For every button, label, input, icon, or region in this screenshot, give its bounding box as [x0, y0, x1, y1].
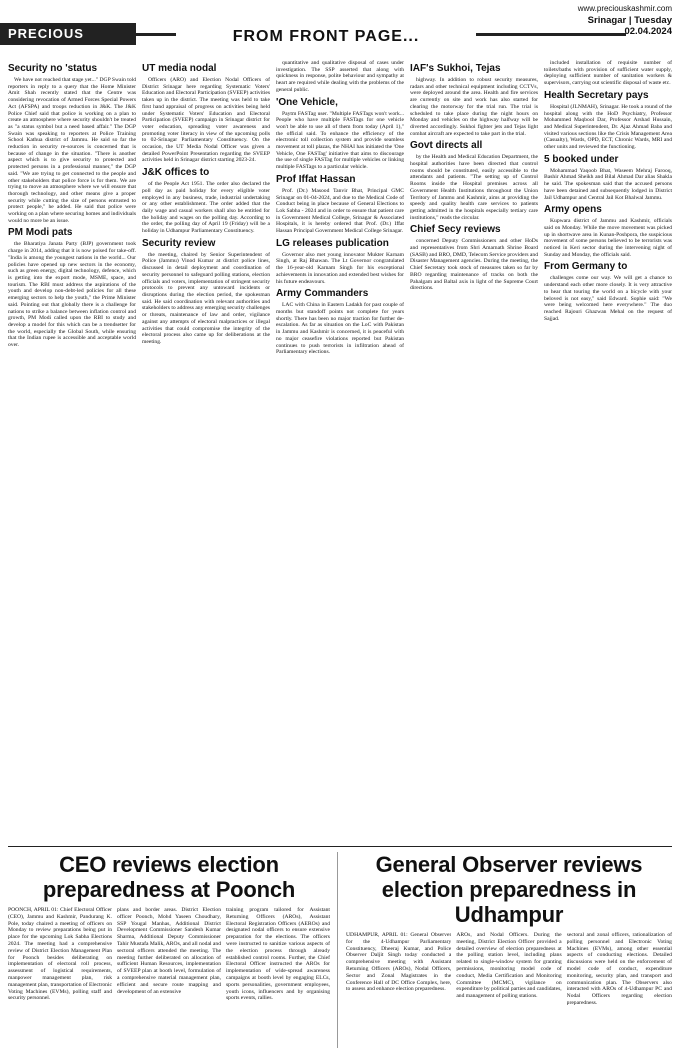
section-heading: Army opens	[544, 204, 602, 216]
section-heading: LG releases publication	[276, 237, 389, 249]
section-body: Hospital (JLNMAH), Srinagar. He took a round of the hospital along with the HoD Psychiatry, Professor Mohammed Maqbool Dar, Professor Arshad Hussain, and Medical Superintendent, Dr. Ajaz Ahmad Baba and visited various sections like the Crisis Management Area (Casualty), Wards, OPD, ECT, Chronic Wards, MRI and other units and reviewed the functioning.	[544, 103, 672, 151]
story-column: plans and border areas. District Election officer Poonch, Mohd Yaseen Choudhary, SSP Yougal Manhas, Additional District Development Commissioner Sandesh Kumar Sharma, Additional Deputy Commissioner Tahir Mustafa Malik, AROs, and all nodal and sectoral officers attended the meeting. The meeting further deliberated on allocation of sufficient Human Resources, implementation of SVEEP plan at booth level, formulation of a comprehensive material management plan, efficient and secure route mapping and development of an extensive	[117, 907, 221, 995]
story-body	[346, 932, 672, 1050]
site-url: www.preciouskashmir.com	[577, 4, 672, 13]
section-body: of the People Act 1951. The order also declared the poll day as paid holiday for every eligible voter employed in any business, trade, industrial undertaking or any other establishment. The order added that the daily wage and casual workers shall also be entitled for the holiday and wages on the polling day. According to the order, the polling day of April 19 (Friday) will be a holiday in Udhampur Parliamentary Constituency.	[142, 181, 270, 235]
story-poonch	[8, 852, 330, 1052]
news-column	[410, 60, 538, 846]
section-heading: Security no 'status	[8, 63, 98, 74]
section-heading: Health Secretary pays	[544, 89, 649, 101]
section-body: quantitative and qualitative disposal of cases under investigation. The SSP asserted that along with quickness in response, polite behaviour and sympathy at heart are required while dealing with the problems of the general public.	[276, 60, 404, 93]
section-heading: Prof Iffat Hassan	[276, 173, 356, 185]
story-column: training program tailored for Assistant Returning Officers (AROs), Assistant Electoral Registration Officers (AEROs) and designated nodal officers to ensure extensive preparation for the elections. The officers were instructed to sanitize various aspects of the election process through already established control rooms. Further, the Chief Electoral Officer instructed the AROs for implementation of wide-spread awareness campaigns at booth level by engaging ELCs, sports personalities, government employees, youth icons, influencers and by organising sports events, rallies.	[226, 907, 330, 1002]
story-column: AROs, and Nodal Officers. During the meeting, District Election Officer provided a detailed overview of election preparedness at the polling station level, including plans related to single-window system for granting permissions, monitoring model code of conduct, Media Certification and Monitoring Committee (MCMC), vigilance on expenditure by political parties and candidates, and management of polling stations.	[456, 932, 562, 1000]
section-heading: Govt directs all	[410, 140, 483, 152]
story-column: UDHAMPUR, APRIL 01: General Observer for the 4-Udhampur Parliamentary Constituency, Dheeraj Kumar, and Police Observer Daljit Singh today conducted a comprehensive meeting with Assistant Returning Officers (AROs), Nodal Officers, Sector and Zonal Magistrates in the Conference Hall of DC Office Complex, here, to assess and enhance election preparedness.	[346, 932, 452, 993]
place-day: Srinagar | Tuesday	[587, 15, 672, 26]
masthead-meta	[562, 4, 672, 37]
story-separator	[337, 852, 338, 1048]
section-heading: From Germany to	[544, 261, 628, 273]
continuation-columns	[8, 60, 672, 846]
news-column	[544, 60, 672, 846]
story-headline: General Observer reviews election preparedness in Udhampur	[375, 852, 643, 927]
section-body: We have not reached that stage yet..." DGP Swain told reporters in reply to a query that the Home Minister Amit Shah recently stated that the Centre was considering revocation of Armed Forces Special Powers Act (AFSPA) and troops reduction in J&K. The J&K Police Chief said that police is working on a plan to create an atmosphere where security shouldn't be treated as "a status symbol but a need based affair." The DGP Swain was speaking to reporters at Police Training School Kathua district of Jammu. He said so far the reduction in security re-sources is concerned that is because of change in the situation. "There is another aspect which is to give security to protected and protected persons in a professional manner," the DGP said. "We are trying to get connected to the people and other stakeholders that police force is for them. We are trying to move an atmosphere where we will ensure that thorough technology, and other means give a proper security while cutting the size of persons entrusted to protect people," he added. He said that police were working on a plan where securing homes and individuals would no more be an issue.	[8, 77, 136, 224]
section-body: Officers (ARO) and Election Nodal Officers of District Srinagar here regarding Systematic Voters' Education and Electoral Participation (SVEEP) activities taken up in the district. The meeting was held to take first hand appraisal of progress on activities being held under Systematic Voters' Education and Electoral Participation (SVEEP) campaign in Srinagar district for voter education, spreading voter awareness and promoting voter literacy in view of the upcoming polls to 02-Srinagar Parliamentary Constituency. On the occasion, the UT Media Nodal Officer was given a detailed PowerPoint Presentation regarding the SVEEP activities held in Srinagar district starting 2023-24.	[142, 77, 270, 164]
section-body: Kupwara district of Jammu and Kashmir, officials said on Monday. While the move movement was picked up in shortwave area in Kunan-Poshpora, the suspicious movement of some persons believed to be terrorists was noticed in Keri sector during the intervening night of Sunday and Monday, the officials said.	[544, 218, 672, 258]
section-body: the meeting, chaired by Senior Superintendent of Police (Jammu) Vinod Kumar at district police lines, discussed in detail deployment and coordination of security personnel to safeguard polling stations, election officials and voters, implementation of stringent security protocols to prevent any untoward incidents or disruptions during the election period, the spokesman said. He said coordination with relevant authorities and stakeholders to address any emerging security challenges or threats, maintenance of law and order, vigilance against any attempts of electoral malpractices or illegal activities that could compromise the integrity of the electoral process also came up for deliberations at the meeting.	[142, 251, 270, 345]
news-column	[276, 60, 404, 846]
section-body: highway. In addition to robust security measures, radars and other technical equipment including CCTVs, were deployed around the area. Health and fire services are currently on site and work has also started for clearing the motorway for the trial run. The trial is scheduled to take place during the night hours on Monday and vehicles on the highway halfway will be diverted accordingly. Sukhoi fighter jets and Tejas light combat aircraft are expected to take part in the trial.	[410, 77, 538, 137]
section-heading: 5 booked under	[544, 153, 619, 165]
section-heading: UT media nodal	[142, 63, 217, 74]
section-heading: Chief Secy reviews	[410, 224, 501, 236]
section-heading: IAF's Sukhoi, Tejas	[410, 63, 501, 74]
news-column	[142, 60, 270, 846]
story-headline: CEO reviews election preparedness at Poonch	[42, 852, 296, 902]
section-body: concerned Deputy Commissioners and other HoDs and representatives from Shri Amarnath Shrine Board (SASB) and BRO, DMD, Telecom Service providers and Disaster Management agencies. During the meeting, the Chief Secretary took stock of measures taken so far by BRO regarding maintenance of tracks on both the Pahalgam and Baltal axis in light of the Supreme Court directions.	[410, 238, 538, 292]
section-body: by the Health and Medical Education Department, the hospital authorities have been directed that control rooms should be constituted, easily accessible to the attendants and patients. "The setting up of Control Rooms inside the Hospital premises across all Government Health Institutions throughout the Union Territory of Jammu and Kashmir, aims at providing the speedy and quality health care services to patients getting admitted in the hospitals especially tertiary care institutions," reads the circular.	[410, 154, 538, 221]
section-body: Paytm FASTag user. "Multiple FASTags won't work... People who have multiple FASTags for one vehicle won't be able to use all of them from today (April 1)," the official said. To enhance the efficiency of the electronic toll collection system and provide seamless movement at toll plazas, the NHAI has initiated the 'One Vehicle, One FASTag' initiative that aims to discourage the use of single FASTag for multiple vehicles or linking multiple FASTags to a particular vehicle.	[276, 110, 404, 171]
section-body: Governor also met young innovator Mukter Karnam Singh, at Raj Bhawan. The Lt Governor congratulated the 16-year-old Karnam Singh for his exceptional achievements in innovation and extended best wishes for his future endeavours.	[276, 251, 404, 285]
section-heading: PM Modi pats	[8, 227, 73, 239]
section-heading: J&K offices to	[142, 167, 210, 179]
story-body	[8, 907, 330, 1025]
story-column: POONCH, APRIL 01: Chief Electoral Officer (CEO), Jammu and Kashmir, Pandurang K. Pole, today chaired a meeting of officers on Monday to review preparations being put in place for the upcoming Lok Sabha Elections 2024. The meeting had a comprehensive review of District Election Management Plan for Poonch besides deliberating on implementation of electoral roll process, assessment of logistical requirements, manpower management plan, risk management plan, transportation of Electronic Voting Machines (EVMs), polling staff and security personnel.	[8, 907, 112, 1002]
divider	[8, 846, 672, 847]
story-column: sectoral and zonal officers, rationalization of polling personnel and Electronic Voting Machines (EVMs), among other essential aspects of conducting elections. Detailed discussions were held on the enforcement of model code of conduct, expenditure monitoring, security plan, and transport and communication plan. The Observers also interacted with AROs of 4-Udhampur PC and Nodal Officers regarding election preparedness.	[566, 932, 672, 1006]
section-body: Mohammad Yaqoob Bhat, Waseem Mehraj Farooq, Bashir Ahmad Sheikh and Bilal Ahmad Dar alias Shakla he said. The spokesman said that the accused persons have been detained and subsequently lodged in District Jail Udhampur and Central Jail Kot Bhalwal Jammu.	[544, 167, 672, 201]
section-body: included installation of requisite number of toilets/baths with provision of sufficient water supply, deploying sufficient number of sanitation workers & supervisors, carrying out scientific disposal of waste etc.	[544, 60, 672, 87]
issue-date: 02.04.2024	[624, 26, 672, 37]
section-title: FROM FRONT PAGE...	[176, 26, 476, 48]
section-body: the Bharatiya Janata Party (BJP) government took charge in 2014, adding that it is now poised for take-off. "India is among the youngest nations in the world... Our policies have opened up new sectors in the economy, such as green energy, digital technology, defence, which is getting into the export mode, MSME, space, and tourism. The RBI must address the aspirations of the youth and develop non-debt-led policies for all these emerging sectors to help the youth," the Prime Minister said. Pointing out that globally there is a challenge for nations to strike a balance between inflation control and growth, PM Modi called upon the RBI to study and develop a model for this which can be a trendsetter for the world, especially the Global South, while ensuring that the Indian rupee is accessible and acceptable world over.	[8, 241, 136, 349]
section-body: challenges come our way. We will get a chance to understand each other more closely. It is very attractive to hear that touring the world on a bicycle with your beloved is not easy," said Edward. Sophie said: "We were being welcomed here everywhere." The duo reached Rajouri Ghazwan Mehal on the request of Sajjad.	[544, 275, 672, 322]
section-heading: 'One Vehicle,	[276, 96, 338, 108]
section-heading: Army Commanders	[276, 288, 369, 300]
section-body: Prof. (Dr.) Masood Tanvir Bhat, Principal GMC Srinagar on 01-04-2024, and due to the Medical Code of Conduct being in place because of General Elections to Lok Sabha - 2024 and in order to ensure that patient care in Government Medical College, Srinagar & Associated Hospitals, it is hereby ordered that Prof. (Dr.) Iffat Hassan Principal Government Medical College Srinagar.	[276, 187, 404, 235]
news-column	[8, 60, 136, 846]
section-body: LAC with China in Eastern Ladakh for past couple of months but standoff points not complete for years shortly. There has been no major traction for further de-escalation. As far as situation on the LoC with Pakistan in Jammu and Kashmir is concerned, it is peaceful with no major ceasefire violations reported but Pakistan continues to push terrorists in infiltration ahead of Parliamentary elections.	[276, 302, 404, 356]
brand-logo: PRECIOUS KASHMIR	[0, 23, 136, 45]
masthead	[0, 0, 680, 63]
story-udhampur	[346, 852, 672, 1052]
section-heading: Security review	[142, 237, 216, 249]
